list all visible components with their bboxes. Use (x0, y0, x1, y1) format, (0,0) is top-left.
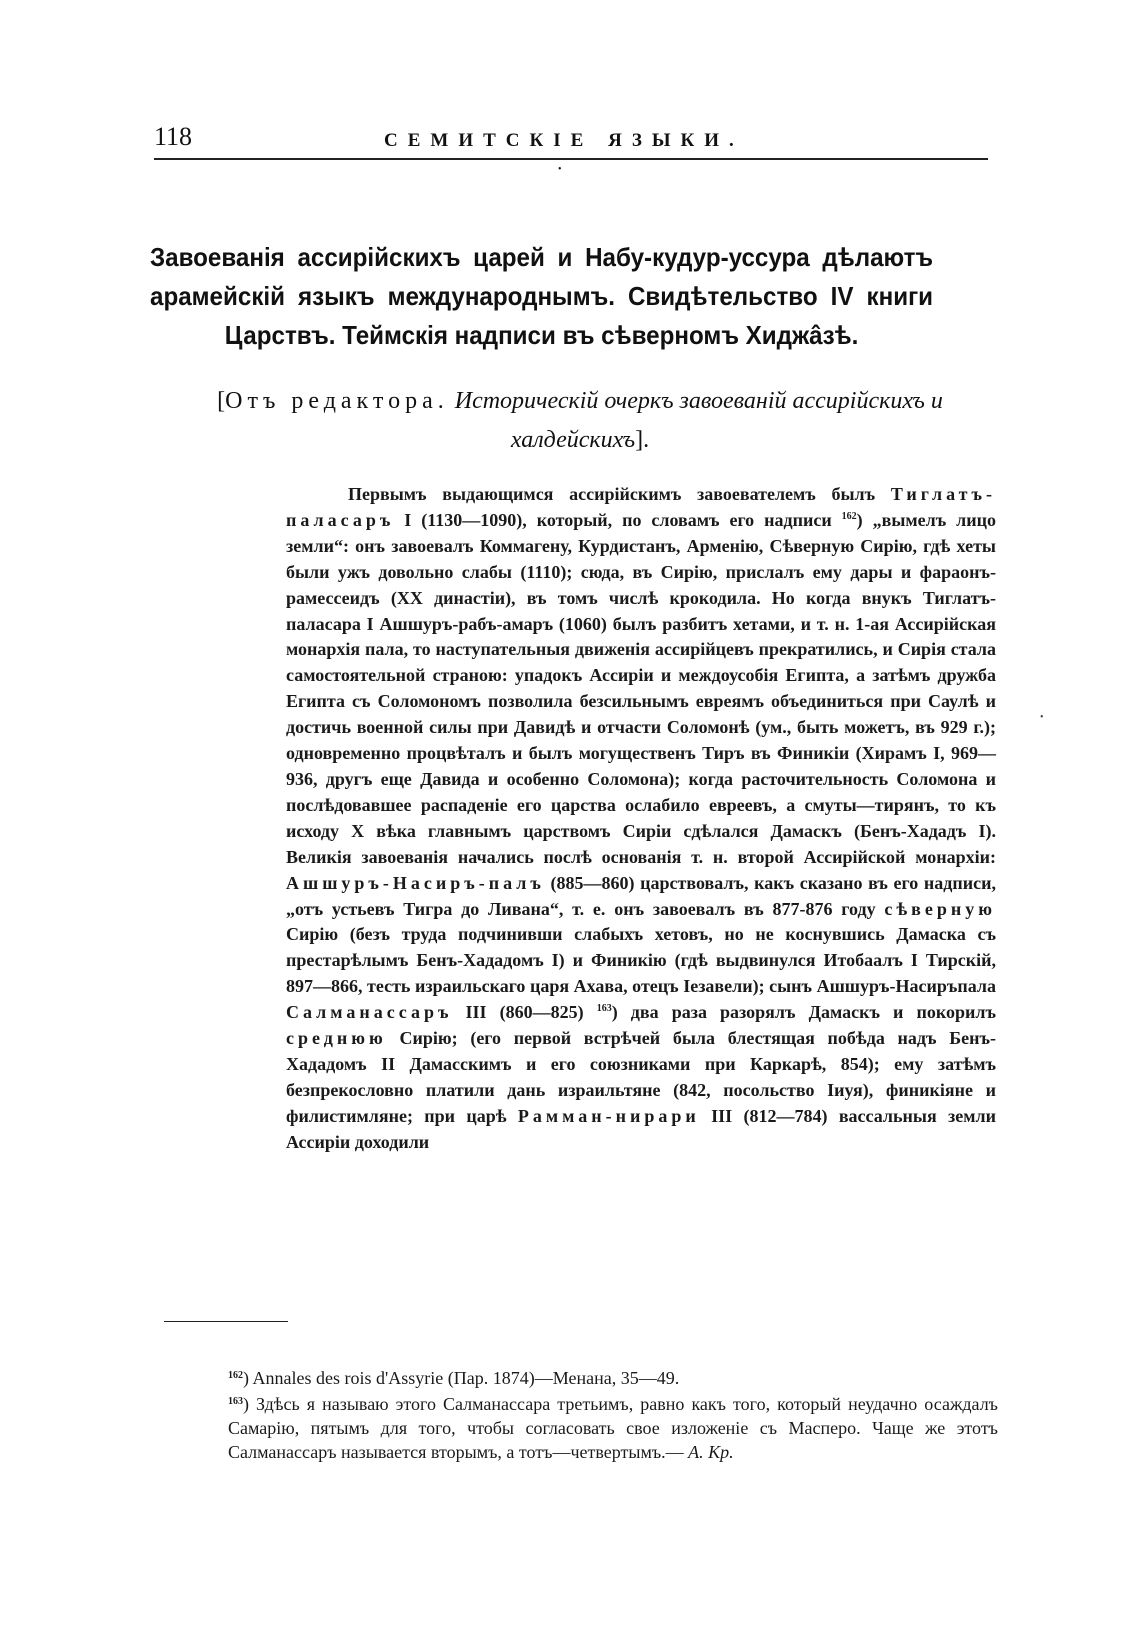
spaced-name: Салманассаръ (286, 1002, 453, 1023)
footnote-ref: 163 (596, 1003, 612, 1015)
footnote-number: 163 (228, 1396, 243, 1407)
editor-note-label: Отъ редактора. (225, 388, 449, 414)
running-title: СЕМИТСКІЕ ЯЗЫКИ. (384, 130, 744, 151)
print-dot: • (558, 164, 562, 175)
footnote-text: ) Annales des rois d'Assyrie (Пар. 1874)—Менана, 35—49. (243, 1368, 680, 1388)
spaced-name: среднюю (286, 1028, 387, 1049)
text-run: III (860—825) (452, 1002, 597, 1023)
footnote-text: ) Здѣсь я называю этого Салманассара третьимъ, равно какъ того, который неудачно осаждалъ Самарію, пятымъ для того, чтобы согласовать свое изложеніе съ Масперо. Чаще же этотъ Салманассаръ называется вторымъ, а тотъ—четвертымъ.— (228, 1394, 998, 1462)
margin-dot: • (1040, 712, 1044, 723)
text-run: III (812—784) вассальныя земли Ассиріи доходили (286, 1105, 996, 1152)
footnote-signature: А. Кр. (688, 1442, 734, 1462)
spaced-name: Ашшуръ-Насиръ-палъ (286, 872, 545, 893)
text-run: I (1130—1090), который, по словамъ его надписи (394, 509, 842, 530)
text-run: ) два раза разорялъ Дамаскъ и покорилъ (611, 1002, 996, 1023)
text-run: Сирію; (его первой встрѣчей была блестящая побѣда надъ Бенъ-Хададомъ II Дамасскимъ и его союзниками при Каркарѣ, 854); ему затѣмъ безпрекословно платили дань израильтяне (842, посольство Іиуя), финикіяне и филистимляне; при царѣ (286, 1028, 996, 1126)
editor-note-bracket: [ (217, 388, 226, 414)
footnote-number: 162 (228, 1370, 243, 1381)
footnote-rule (164, 1321, 288, 1322)
footnotes (228, 1364, 998, 1464)
editor-note-title: Историческій очеркъ завоеваній ассирійскихъ и халдейскихъ (454, 388, 943, 453)
footnote-ref: 162 (841, 510, 857, 522)
text-run: ) „вымелъ лицо земли“: онъ завоевалъ Коммагену, Курдистанъ, Арменію, Сѣверную Сирію, гдѣ хеты были ужъ довольно слабы (1110); сюда, въ Сирію, прислалъ ему дары и фараонъ-рамессеидъ (XX династіи), въ томъ числѣ крокодила. Но когда внукъ Тиглатъ-паласара I Ашшуръ-рабъ-амаръ (1060) былъ разбитъ хетами, и т. н. 1-ая Ассирійская монархія пала, то наступательныя движенія ассирійцевъ прекратились, и Сирія стала самостоятельной страною: упадокъ Ассиріи и междоусобія Египта, а затѣмъ дружба Египта съ Соломономъ позволила безсильнымъ евреямъ объединиться при Саулѣ и достичь военной силы при Давидѣ и отчасти Соломонѣ (ум., быть можетъ, въ 929 г.); одновременно процвѣталъ и былъ могущественъ Тиръ въ Финикіи (Хирамъ I, 969—936, другъ еще Давида и особенно Соломона); когда расточительность Соломона и послѣдовавшее распаденіе его царства ослабило евреевъ, а смуты—тирянъ, то къ исходу X вѣка главнымъ царствомъ Сиріи сдѣлался Дамаскъ (Бенъ-Хададъ I). Великія завоеванія начались послѣ основанія т. н. второй Ассирійской монархіи: (286, 509, 997, 867)
spaced-name: Тиглатъ-паласаръ (286, 484, 996, 530)
footnote-162 (228, 1364, 998, 1390)
text-run: (885—860) царствовалъ, какъ сказано въ его надписи, „отъ устьевъ Тигра до Ливана“, т. е. онъ завоевалъ въ 877-876 году (286, 872, 996, 919)
spaced-name: сѣверную (884, 898, 996, 919)
text-run: Первымъ выдающимся ассирійскимъ завоевателемъ былъ (348, 484, 891, 504)
editor-note-close: ]. (635, 427, 650, 453)
page-number: 118 (154, 122, 193, 151)
section-heading: Завоеванія ассирійскихъ царей и Набу-кудур-уссура дѣлаютъ арамейскій языкъ международнымъ. Свидѣтельство IV книги Царствъ. Теймскія надписи въ сѣверномъ Хиджâзѣ. (150, 242, 934, 350)
footnote-163 (228, 1390, 998, 1464)
text-run: Сирію (безъ труда подчинивши слабыхъ хетовъ, но не коснувшись Дамаска съ престарѣлымъ Бенъ-Хададомъ I) и Финикію (гдѣ выдвинулся Итобаалъ I Тирскій, 897—866, тесть израильскаго царя Ахава, отецъ Іезавели); сынъ Ашшуръ-Насиръпала (286, 924, 996, 997)
main-paragraph (286, 482, 996, 1156)
page-header (154, 118, 988, 160)
spaced-name: Рамман-нирари (517, 1105, 700, 1126)
editor-note (180, 382, 980, 460)
